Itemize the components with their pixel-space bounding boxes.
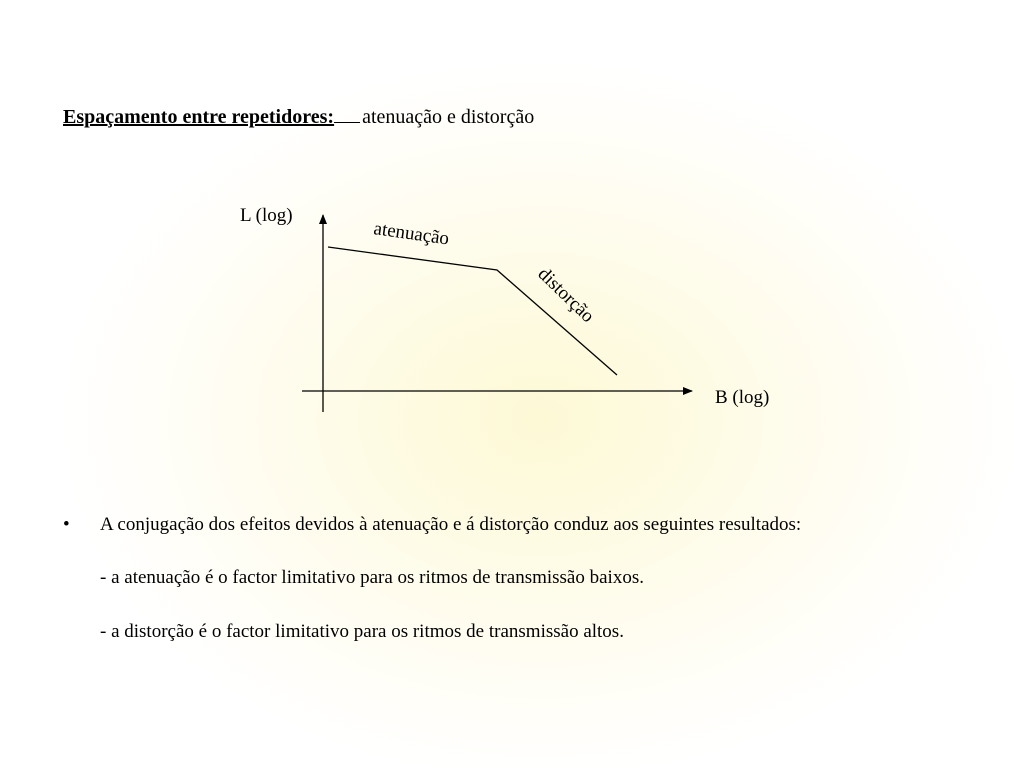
sub-point-distortion: - a distorção é o factor limitativo para os ritmos de transmissão altos. xyxy=(100,621,624,642)
sub-point-attenuation: - a atenuação é o factor limitativo para os ritmos de transmissão baixos. xyxy=(100,567,644,588)
title-bold-text: Espaçamento entre repetidores: xyxy=(63,106,335,128)
attenuation-segment-label: atenuação xyxy=(372,218,451,250)
y-axis-label: L (log) xyxy=(240,205,293,226)
bullet-text: A conjugação dos efeitos devidos à atenuação e á distorção conduz aos seguintes resultados: xyxy=(100,514,802,535)
bullet-marker: • xyxy=(63,514,70,535)
distortion-segment-label: distorção xyxy=(533,263,599,327)
title-rest-text: atenuação e distorção xyxy=(362,106,535,128)
x-axis-label: B (log) xyxy=(715,387,770,408)
